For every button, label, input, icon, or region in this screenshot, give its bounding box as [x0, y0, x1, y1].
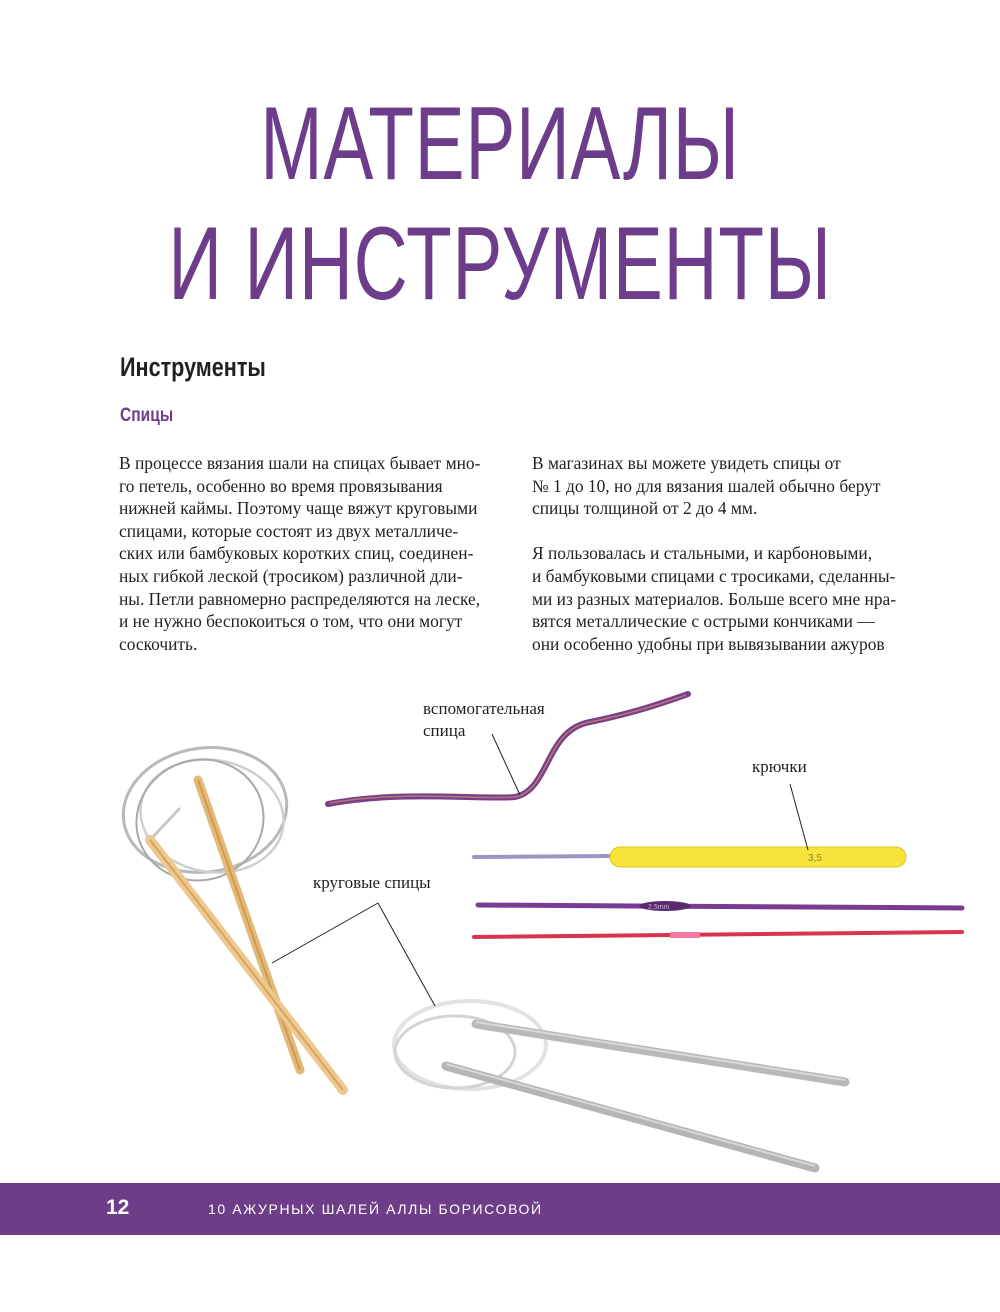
page-number: 12 [106, 1196, 130, 1219]
body-line: Я пользовалась и стальными, и карбоновыми, [532, 543, 873, 564]
body-line: спицами, которые состоят из двух металличе- [119, 520, 459, 541]
body-line: и не нужно беспокоиться о том, что они могут [119, 611, 463, 632]
body-line: спицы толщиной от 2 до 4 мм. [532, 498, 758, 519]
body-line: и бамбуковыми спицами с тросиками, сделанны- [532, 565, 896, 586]
body-line: ских или бамбуковых коротких спиц, соединен- [119, 543, 474, 564]
page-title-line-2: И ИНСТРУМЕНТЫ [168, 206, 832, 322]
body-line: В процессе вязания шали на спицах бывает мно- [119, 453, 481, 473]
body-line: ных гибкой леской (тросиком) различной дли- [119, 565, 463, 586]
bamboo-circular-needles [115, 737, 343, 1090]
crochet-hook-purple [478, 901, 962, 911]
body-line: ми из разных материалов. Больше всего мне нра- [532, 588, 897, 609]
body-line: нижней каймы. Поэтому чаще вяжут круговыми [119, 498, 478, 519]
crochet-hook-yellow [474, 847, 906, 867]
body-line: соскочить. [119, 633, 198, 654]
hook-size-mark: 2,5mm [648, 904, 670, 911]
subsection-heading: Спицы [120, 405, 174, 426]
label-line: вспомогательная [423, 699, 545, 718]
tools-photo [0, 660, 1000, 1180]
metal-circular-needles [394, 1001, 845, 1168]
body-line: № 1 до 10, но для вязания шалей обычно берут [532, 475, 881, 496]
body-line: го петель, особенно во время провязывания [119, 475, 443, 496]
hook-size-mark: 3,5 [808, 853, 822, 864]
paragraph-gap [532, 520, 922, 543]
running-title: 10 АЖУРНЫХ ШАЛЕЙ АЛЛЫ БОРИСОВОЙ [208, 1201, 543, 1217]
body-column-left [119, 452, 509, 655]
label-hooks: крючки [752, 757, 807, 776]
label-line: спица [423, 721, 466, 740]
section-heading: Инструменты [120, 352, 266, 382]
label-circular-needles: круговые спицы [313, 873, 431, 892]
body-line: вятся металлические с острыми кончиками — [532, 611, 875, 632]
body-column-right [532, 452, 922, 655]
body-line: ны. Петли равномерно распределяются на леске, [119, 588, 481, 609]
crochet-hook-red [474, 932, 962, 937]
page-title-line-1: МАТЕРИАЛЫ [260, 86, 740, 202]
body-line: они особенно удобны при вывязывании ажуров [532, 633, 885, 654]
label-cable-needle [423, 698, 545, 742]
body-line: В магазинах вы можете увидеть спицы от [532, 453, 841, 473]
